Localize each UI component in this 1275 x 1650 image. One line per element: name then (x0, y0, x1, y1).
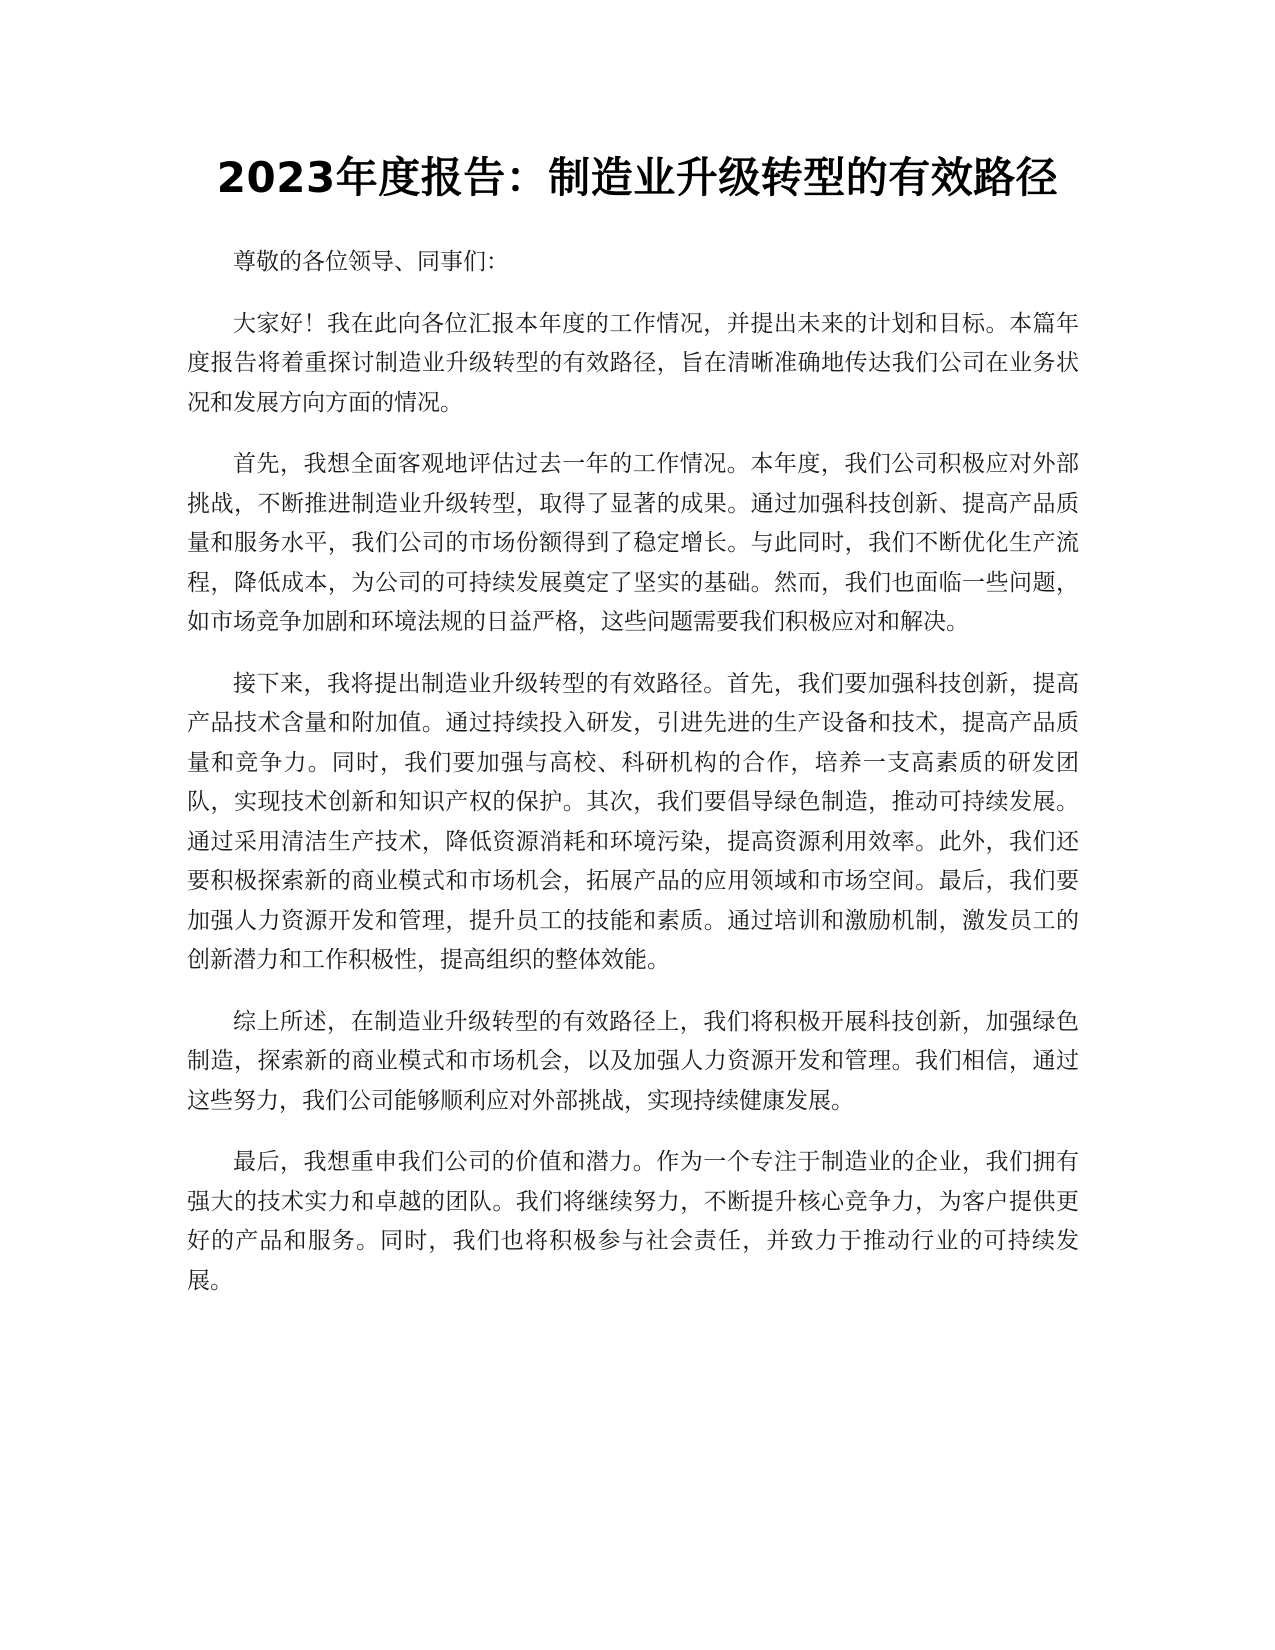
paragraph-paths: 接下来，我将提出制造业升级转型的有效路径。首先，我们要加强科技创新，提高产品技术含量和附加值。通过持续投入研发，引进先进的生产设备和技术，提高产品质量和竞争力。同时，我们要加强与高校、科研机构的合作，培养一支高素质的研发团队，实现技术创新和知识产权的保护。其次，我们要倡导绿色制造，推动可持续发展。通过采用清洁生产技术，降低资源消耗和环境污染，提高资源利用效率。此外，我们还要积极探索新的商业模式和市场机会，拓展产品的应用领域和市场空间。最后，我们要加强人力资源开发和管理，提升员工的技能和素质。通过培训和激励机制，激发员工的创新潜力和工作积极性，提高组织的整体效能。 (187, 670, 1079, 973)
page-title: 2023年度报告：制造业升级转型的有效路径 (216, 153, 1059, 202)
paragraph-review: 首先，我想全面客观地评估过去一年的工作情况。本年度，我们公司积极应对外部挑战，不断推进制造业升级转型，取得了显著的成果。通过加强科技创新、提高产品质量和服务水平，我们公司的市场份额得到了稳定增长。与此同时，我们不断优化生产流程，降低成本，为公司的可持续发展奠定了坚实的基础。然而，我们也面临一些问题，如市场竞争加剧和环境法规的日益严格，这些问题需要我们积极应对和解决。 (187, 451, 1079, 635)
paragraph-intro: 大家好！我在此向各位汇报本年度的工作情况，并提出未来的计划和目标。本篇年度报告将着重探讨制造业升级转型的有效路径，旨在清晰准确地传达我们公司在业务状况和发展方向方面的情况。 (187, 310, 1079, 416)
paragraph-summary: 综上所述，在制造业升级转型的有效路径上，我们将积极开展科技创新，加强绿色制造，探索新的商业模式和市场机会，以及加强人力资源开发和管理。我们相信，通过这些努力，我们公司能够顺利应对外部挑战，实现持续健康发展。 (187, 1008, 1079, 1114)
salutation: 尊敬的各位领导、同事们： (233, 249, 509, 275)
paragraph-closing: 最后，我想重申我们公司的价值和潜力。作为一个专注于制造业的企业，我们拥有强大的技术实力和卓越的团队。我们将继续努力，不断提升核心竞争力，为客户提供更好的产品和服务。同时，我们也将积极参与社会责任，并致力于推动行业的可持续发展。 (187, 1149, 1079, 1294)
document-body (187, 243, 1079, 1323)
